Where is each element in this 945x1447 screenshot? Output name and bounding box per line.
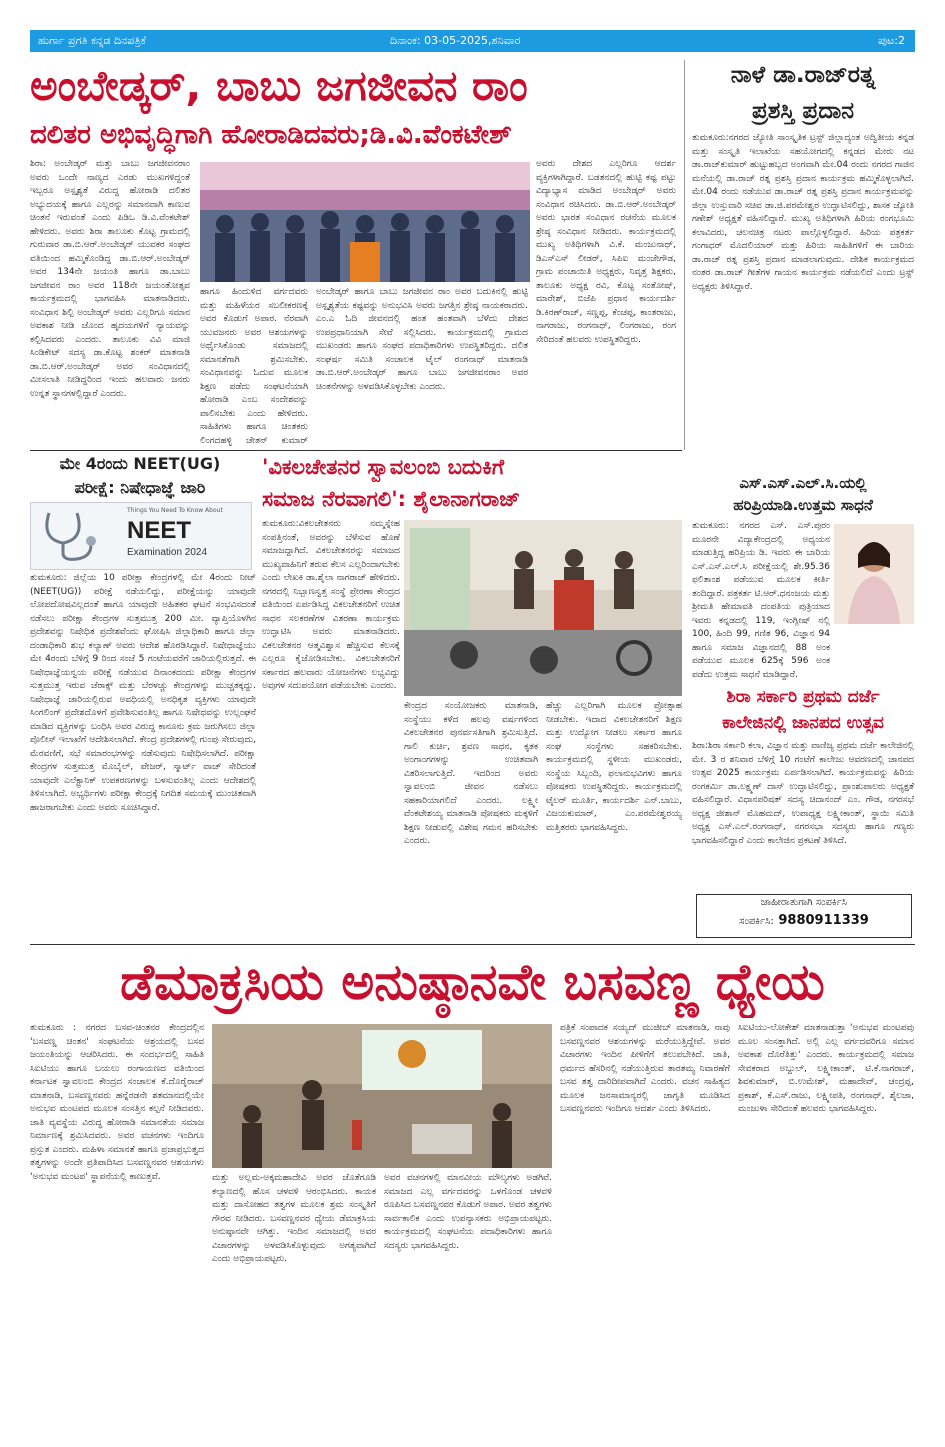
- stethoscope-icon: [37, 509, 107, 563]
- sira-body: ಶಿರಾ:ಶಿರಾ ಸರ್ಕಾರಿ ಕಲಾ, ವಿಜ್ಞಾನ ಮತ್ತು ವಾಣಿಜ್ಯ ಪ್ರಥಮ ದರ್ಜೆ ಕಾಲೇಜಿನಲ್ಲಿ ಮೇ. 3 ರ ಶನಿವಾರ ಬೆಳಿಗ್ಗೆ 10 ಗಂಟೆಗೆ ಕಾಲೇಜು ಆವರಣದಲ್ಲಿ ಜಾನಪದ ಉತ್ಸವ 2025 ಕಾರ್ಯಕ್ರಮ ಏರ್ಪಡಿಸಲಾಗಿದೆ. ಕಾರ್ಯಕ್ರಮವನ್ನು ಹಿರಿಯ ರಂಗಕರ್ಮಿ ಡಾ.ಲಕ್ಷ್ಮಣ್ ದಾಸ್ ಉದ್ಘಾಟಿಸಲಿದ್ದು, ಪ್ರಾಂಶುಪಾಲರು ಅಧ್ಯಕ್ಷತೆ ವಹಿಸಲಿದ್ದಾರೆ. ವಿಧಾನಪರಿಷತ್ ಸದಸ್ಯ ಚಿದಾನಂದ್ ಎಂ. ಗೌಡ, ನಗರಸಭೆ ಅಧ್ಯಕ್ಷ ಜೀಶಾನ್ ಮೊಹಮದ್, ಉಪಾಧ್ಯಕ್ಷ ಲಕ್ಷ್ಮೀಕಾಂತ್, ಸ್ಥಾಯಿ ಸಮಿತಿ ಅಧ್ಯಕ್ಷ ಎಸ್.ಎಲ್.ರಂಗನಾಥ್, ನಗರಸಭಾ ಸದಸ್ಯರು ಹಾಗೂ ಗಣ್ಯರು ಭಾಗವಹಿಸಲಿದ್ದಾರೆ ಎಂದು ಕಾಲೇಜಿನ ಪ್ರಕಟಣೆ ತಿಳಿಸಿದೆ.: [692, 741, 914, 846]
- neet-body: ತುಮಕೂರು: ಜಿಲ್ಲೆಯ 10 ಪರೀಕ್ಷಾ ಕೇಂದ್ರಗಳಲ್ಲಿ ಮೇ 4ರಂದು ನೀಟ್ (NEET(UG)) ಪರೀಕ್ಷೆ ನಡೆಯಲಿದ್ದು, ಪರೀಕ್ಷೆಯನ್ನು ಯಾವುದೇ ಲೋಪದೋಷವಿಲ್ಲದಂತೆ ಹಾಗೂ ಯಾವುದೇ ಅಹಿತಕರ ಘಟನೆ ಸಂಭವಿಸದಂತೆ ನಡೆಸಲು ಪರೀಕ್ಷಾ ಕೇಂದ್ರಗಳ ಸುತ್ತಮುತ್ತ 200 ಮೀ. ವ್ಯಾಪ್ತಿಯೊಳಗಿನ ಪ್ರದೇಶವನ್ನು ನಿಷೇಧಿತ ಪ್ರದೇಶವೆಂದು ಘೋಷಿಸಿ ಜಿಲ್ಲಾಧಿಕಾರಿ ಹಾಗೂ ಜಿಲ್ಲಾ ದಂಡಾಧಿಕಾರಿ ಶುಭ ಕಲ್ಯಾಣ್ ಅವರು ಆದೇಶ ಹೊರಡಿಸಿದ್ದಾರೆ. ನಿಷೇಧಾಜ್ಞೆಯು ಮೇ 4ರಂದು ಬೆಳಿಗ್ಗೆ 9 ರಿಂದ ಸಂಜೆ 5 ಗಂಟೆಯವರೆಗೆ ಜಾರಿಯಲ್ಲಿರುತ್ತದೆ. ಈ ನಿಷೇಧಾಜ್ಞೆಯನ್ವಯ ಪರೀಕ್ಷೆ ನಡೆಯುವ ದಿನಾಂಕದಂದು ಪರೀಕ್ಷಾ ಕೇಂದ್ರಗಳ ಸುತ್ತಮುತ್ತ ಇರುವ ಜೆರಾಕ್ಸ್ ಮತ್ತು ಬೆರಳಚ್ಚು ಕೇಂದ್ರಗಳನ್ನು ಮುಚ್ಚತಕ್ಕದ್ದು. ನಿಷೇಧಾಜ್ಞೆ ಜಾರಿಯಲ್ಲಿರುವ ಅವಧಿಯಲ್ಲಿ ಅನಧಿಕೃತ ವ್ಯಕ್ತಿಗಳು ಯಾವುದೇ ಸಿಂಗಲಿಂಗ್ ಪ್ರದೇಶದೊಳಗೆ ಪ್ರವೇಶಿಸುವಂತಿಲ್ಲ ಹಾಗೂ ನಿಷೇಧವನ್ನು ಉಲ್ಲಂಘನೆ ಮಾಡಿದ ವ್ಯಕ್ತಿಗಳನ್ನು ಬಂಧಿಸಿ ಅವರ ವಿರುದ್ಧ ಕಾನೂನು ಕ್ರಮ ಜರುಗಿಸಲು ಜಿಲ್ಲಾ ಪೊಲೀಸ್ ಇಲಾಖೆಗೆ ಆದೇಶಿಸಲಾಗಿದೆ. ಕೇಂದ್ರ ಪ್ರದೇಶಗಳಲ್ಲಿ ಗುಂಪು ಸೇರುವುದು, ಮೆರವಣಿಗೆ, ಸಭೆ ಸಮಾರಂಭಗಳನ್ನು ನಡೆಸುವುದು ನಿಷೇಧಿಸಲಾಗಿದೆ. ಪರೀಕ್ಷಾ ಕೇಂದ್ರಗಳ ಸುತ್ತಮುತ್ತ ಮೊಬೈಲ್, ಪೇಜರ್, ಸ್ಮಾರ್ಟ್ ವಾಚ್ ಸೇರಿದಂತೆ ಯಾವುದೇ ಎಲೆಕ್ಟ್ರಾನಿಕ್ ಉಪಕರಣಗಳನ್ನು ಬಳಸುವಂತಿಲ್ಲ ಎಂದು ಆದೇಶದಲ್ಲಿ ತಿಳಿಸಲಾಗಿದೆ. ಅಭ್ಯರ್ಥಿಗಳು ಪರೀಕ್ಷಾ ಕೇಂದ್ರಕ್ಕೆ ನಿಗದಿತ ಸಮಯಕ್ಕೆ ಮುಂಚಿತವಾಗಿ ಹಾಜರಾಗಬೇಕು ಎಂದು ಅವರು ಸೂಚಿಸಿದ್ದಾರೆ.: [30, 573, 256, 813]
- disabled-column-2: ಕೇಂದ್ರದ ಸಂಯೋಜಕರು ಮಾತನಾಡಿ, ಸಂಸ್ಥೆಯು ಕಳೆದ ಹಲವು ವರ್ಷಗಳಿಂದ ವಿಕಲಚೇತನರ ಪುನರ್ವಸತಿಗಾಗಿ ಶ್ರಮಿಸುತ್ತಿದೆ. ಗಾಲಿ ಕುರ್ಚಿ, ಶ್ರವಣ ಸಾಧನ, ಕೃತಕ ಅಂಗಾಂಗಗಳನ್ನು ಉಚಿತವಾಗಿ ವಿತರಿಸಲಾಗುತ್ತಿದೆ. ಇದರಿಂದ ಅವರು ಸ್ವಾವಲಂಬಿ ಜೀವನ ನಡೆಸಲು ಸಹಕಾರಿಯಾಗಲಿದೆ ಎಂದರು. ಲಕ್ಷ್ಮೀ ವೆಂಕಟೇಶಯ್ಯ ಮಾತನಾಡಿ ಪೋಷಕರು ಮಕ್ಕಳಿಗೆ ಶಿಕ್ಷಣ ನೀಡುವಲ್ಲಿ ವಿಶೇಷ ಗಮನ ಹರಿಸಬೇಕು ಎಂದರು.: [404, 701, 538, 846]
- neet-graphic-title: NEET: [127, 517, 192, 544]
- sira-headline-2: ಕಾಲೇಜಿನಲ್ಲಿ ಜಾನಪದ ಉತ್ಸವ: [722, 713, 884, 733]
- basava-column-1: ತುಮಕೂರು : ನಗರದ ಬಸವ-ಚಿಂತನರ ಕೇಂದ್ರದಲ್ಲಿನ 'ಬಸವಣ್ಣ ಚಿಂತನ' ಸಂಘಟನೆಯ ಆಶ್ರಯದಲ್ಲಿ ಬಸವ ಜಯಂತಿಯನ್ನು ಆಚರಿಸಿದರು. ಈ ಸಂದರ್ಭದಲ್ಲಿ ಸಾಹಿತಿ ಸಿಐಟಿಯು ಹಾಗೂ ಬಯಲು ರಂಗಾಯಣದ ವತಿಯಿಂದ ಕರ್ನಾಟಕ ಸ್ವಾವಲಂಬಿ ಕೇಂದ್ರದ ಸಂಚಾಲಕ ಕೆ.ದೊರೈರಾಜ್ ಮಾತನಾಡಿ, ಬಸವಣ್ಣನವರು ಹನ್ನೆರಡನೇ ಶತಮಾನದಲ್ಲಿಯೇ ಅನುಭವ ಮಂಟಪದ ಮೂಲಕ ಸಂಸತ್ತಿನ ಕಲ್ಪನೆ ನೀಡಿದವರು. ಜಾತಿ ವ್ಯವಸ್ಥೆಯ ವಿರುದ್ಧ ಹೋರಾಡಿ ಸಮಾನತೆಯ ಸಮಾಜ ನಿರ್ಮಾಣಕ್ಕೆ ಶ್ರಮಿಸಿದವರು. ಅವರ ವಚನಗಳು ಇಂದಿಗೂ ಪ್ರಸ್ತುತ ಎಂದರು. ಮಹಿಳಾ ಸಮಾನತೆ ಹಾಗೂ ಪ್ರಜಾಪ್ರಭುತ್ವದ ತತ್ವಗಳನ್ನು ಅಂದೇ ಪ್ರತಿಪಾದಿಸಿದ ಬಸವಣ್ಣನವರ ಆಶಯಗಳು 'ಅನುಭವ ಮಂಟಪ' ಸ್ಥಾಪನೆಯಲ್ಲಿ ಕಾಣುತ್ತವೆ.: [30, 1023, 204, 1182]
- section-divider: [30, 944, 915, 945]
- ad-phone: 9880911339: [778, 913, 869, 928]
- lead-column-2: ಹಾಗೂ ಹಿಂದುಳಿದ ವರ್ಗದವರು ಮತ್ತು ಮಹಿಳೆಯರ ಸಬಲೀಕರಣಕ್ಕೆ ಅವರ ಕೊಡುಗೆ ಅಪಾರ. ನೆರವಾಗಿ ಯುವಜನರು ಅವರ ಆಶಯಗಳನ್ನು ಅರ್ಥೈಸಿಕೊಂಡು ಸಮಾಜದಲ್ಲಿ ಸಮಾನತೆಗಾಗಿ ಶ್ರಮಿಸಬೇಕು. ಸಂವಿಧಾನವನ್ನು ಓದುವ ಮೂಲಕ ಶಿಕ್ಷಣ ಪಡೆದು ಸಂಘಟನೆಯಾಗಿ ಹೋರಾಡಿ ಎಂಬ ಸಂದೇಶವನ್ನು ಪಾಲಿಸಬೇಕು ಎಂದು ಹೇಳಿದರು. ಸಾಹಿತಿಗಳು ಹಾಗೂ ಚಿಂತಕರು ಲಿಂಗದಹಳ್ಳಿ ಚೇತನ್ ಕುಮಾರ್: [200, 287, 308, 446]
- basava-event-photo: [212, 1024, 552, 1168]
- disabled-column-1: ತುಮಕೂರು:ವಿಕಲಚೇತನರು ನಮ್ಮಸ್ನೇಹ ಸಂಪತ್ತಿನಂತೆ, ಅವರನ್ನು ಬೆಳೆಸುವ ಹೊಣೆ ಸಮಾಜದ್ದಾಗಿದೆ. ವಿಕಲಚೇತನರನ್ನು ಸಮಾಜದ ಮುಖ್ಯವಾಹಿನಿಗೆ ತರುವ ಕೆಲಸ ಎಲ್ಲರಿಂದಾಗಬೇಕು ಎಂದು ಲೇಖಕಿ ಡಾ.ಶೈಲಾ ನಾಗರಾಜ್ ಹೇಳಿದರು. ನಗರದಲ್ಲಿ ನಿಬ್ಬಾಣಸ್ವತ್ತ ಸಂಸ್ಥೆ ಪ್ರೇರಣಾ ಕೇಂದ್ರದ ವತಿಯಿಂದ ಏರ್ಪಡಿಸಿದ್ದ ವಿಕಲಚೇತನರಿಗೆ ಉಚಿತ ಸಾಧನ ಸಲಕರಣೆಗಳ ವಿತರಣಾ ಕಾರ್ಯಕ್ರಮ ಉದ್ಘಾಟಿಸಿ ಅವರು ಮಾತನಾಡಿದರು. ವಿಕಲಚೇತನರ ಆತ್ಮವಿಶ್ವಾಸ ಹೆಚ್ಚಿಸುವ ಕೆಲಸಕ್ಕೆ ಎಲ್ಲರೂ ಕೈಜೋಡಿಸಬೇಕು. ವಿಕಲಚೇತನರಿಗೆ ಸರ್ಕಾರದ ಹಲವಾರು ಯೋಜನೆಗಳು ಲಭ್ಯವಿದ್ದು ಅವುಗಳ ಸದುಪಯೋಗ ಪಡೆಯಬೇಕು ಎಂದರು.: [262, 519, 400, 691]
- ad-title: ಜಾಹೀರಾತುಗಾಗಿ ಸಂಪರ್ಕಿಸಿ: [760, 897, 848, 908]
- lead-subhead: ದಲಿತರ ಅಭಿವೃದ್ಧಿಗಾಗಿ ಹೋರಾಡಿದವರು;ಡಿ.ವಿ.ವೆಂಕಟೇಶ್: [30, 120, 512, 150]
- disabled-column-3: ಹೆಚ್ಚು ಎಲ್ಲರಿಗಾಗಿ ಮೂಲಕ ಪ್ರೋತ್ಸಾಹ ನೀಡಬೇಕು. ಇದಾದ ವಿಕಲಚೇತನರಿಗೆ ಶಿಕ್ಷಣ ಮತ್ತು ಉದ್ಯೋಗ ನೀಡಲು ಸರ್ಕಾರ ಹಾಗೂ ಸಂಘ ಸಂಸ್ಥೆಗಳು ಸಹಕರಿಸಬೇಕು. ಕಾರ್ಯಕ್ರಮದಲ್ಲಿ ಸ್ಥಳೀಯ ಮುಖಂಡರು, ಸಂಸ್ಥೆಯ ಸಿಬ್ಬಂದಿ, ಫಲಾನುಭವಿಗಳು ಹಾಗೂ ಪೋಷಕರು ಉಪಸ್ಥಿತರಿದ್ದರು. ಕಾರ್ಯಕ್ರಮದಲ್ಲಿ ಟೈಲರ್ ಮೂರ್ತಿ, ಕಾರ್ಯದರ್ಶಿ ಎನ್.ಬಾಬು, ವಿಜಯಕುಮಾರ್, ಎಂ.ಪರಮೇಶ್ವರಯ್ಯ ಮತ್ತಿತರರು ಭಾಗವಹಿಸಿದ್ದರು.: [546, 701, 682, 833]
- page-number: ಪುಟ:2: [878, 34, 905, 47]
- sira-headline-1: ಶಿರಾ ಸರ್ಕಾರಿ ಪ್ರಥಮ ದರ್ಜೆ: [726, 687, 880, 707]
- disabled-event-photo: [404, 520, 682, 696]
- lead-column-1: ಶಿರಾ: ಅಂಬೇಡ್ಕರ್ ಮತ್ತು ಬಾಬು ಜಗಜೀವನರಾಂ ಅವರು ಒಂದೇ ನಾಣ್ಯದ ಎರಡು ಮುಖಗಳಿದ್ದಂತೆ ಇಬ್ಬರೂ ಅಸ್ಪೃಶ್ಯತೆ ವಿರುದ್ಧ ಹೋರಾಡಿ ದಲಿತರ ಅಭ್ಯುದಯಕ್ಕೆ ಹಾಗೂ ಎಲ್ಲರನ್ನು ಸಮಾನವಾಗಿ ಕಾಣುವ ಚಿಂತನೆ ಇರುವಂತೆ ಎಂದು ಪಿಡಿಒ ಡಿ.ವಿ.ವೆಂಕಟೇಶ್ ಹೇಳಿದರು. ಅವರು ಶಿರಾ ತಾಲೂಕು ಕೊಟ್ಟ ಗ್ರಾಮದಲ್ಲಿ ಗುರುವಾರ ಡಾ.ಬಿ.ಆರ್.ಅಂಬೇಡ್ಕರ್ ಯುವಕರ ಸಂಘದ ವತಿಯಿಂದ ಹಮ್ಮಿಕೊಂಡಿದ್ದ ಡಾ.ಬಿ.ಆರ್.ಅಂಬೇಡ್ಕರ್ ಅವರ 134ನೇ ಜಯಂತಿ ಹಾಗೂ ಡಾ.ಬಾಬು ಜಗಜೀವನ ರಾಂ ಅವರ 118ನೇ ಜಯಂತೋತ್ಸವ ಕಾರ್ಯಕ್ರಮದಲ್ಲಿ ಭಾಗವಹಿಸಿ ಮಾತನಾಡಿದರು. ಸಂವಿಧಾನ ಶಿಲ್ಪಿ ಅಂಬೇಡ್ಕರ್ ಅವರು ಎಲ್ಲರಿಗೂ ಸಮಾನ ಅವಕಾಶ ನೀಡಿ ಜೊಂದ ಹೃದಯಗಳಿಗೆ ನ್ಯಾಯವನ್ನು ಕಲ್ಪಿಸಿದವರು ಎಂದರು. ತಾಲೂಕು ವಿವಿ ಮಾಜಿ ಸಿಂಡಿಕೇಟ್ ಸದಸ್ಯ ಡಾ.ಕೊಟ್ಟ ಶಂಕರ್ ಮಾತನಾಡಿ ಡಾ.ಬಿ.ಆರ್.ಅಂಬೇಡ್ಕರ್ ಅವರ ಸಂವಿಧಾನದಲ್ಲಿ ಮೀಸಲಾತಿ ನೀಡಿದ್ದರಿಂದ ಇಂದು ಹಲವಾರು ಜನರು ಉನ್ನತ ಸ್ಥಾನಗಳಲ್ಲಿದ್ದಾರೆ ಎಂದರು.: [30, 159, 190, 399]
- sslc-headline-1: ಎಸ್.ಎಸ್.ಎಲ್.ಸಿ.ಯಲ್ಲಿ: [739, 474, 867, 492]
- neet-graphic: [30, 502, 252, 570]
- rajratna-body: ತುಮಕೂರು:ನಗರದ ಜ್ಯೋತಿ ಸಾಂಸ್ಕೃತಿಕ ಟ್ರಸ್ಟ್ ಜಿಲ್ಲಾದ್ಯಂತ ಅದ್ವಿತೀಯ ಕನ್ನಡ ಮತ್ತು ಸಂಸ್ಕೃತಿ ಇಲಾಖೆಯ ಸಹಯೋಗದಲ್ಲಿ ಕನ್ನಡದ ಮೇರು ನಟ ಡಾ.ರಾಜ್‌ಕುಮಾರ್ ಹುಟ್ಟುಹಬ್ಬದ ಅಂಗವಾಗಿ ಮೇ.04 ರಂದು ನಗರದ ಗಾಜಿನ ಮನೆಯಲ್ಲಿ ಡಾ.ರಾಜ್ ರತ್ನ ಪ್ರಶಸ್ತಿ ಪ್ರದಾನ ಕಾರ್ಯಕ್ರಮ ಹಮ್ಮಿಕೊಳ್ಳಲಾಗಿದೆ. ಮೇ.04 ರಂದು ನಡೆಯುವ ಡಾ.ರಾಜ್ ರತ್ನ ಪ್ರಶಸ್ತಿ ಪ್ರದಾನ ಕಾರ್ಯಕ್ರಮವನ್ನು ಜಿಲ್ಲಾ ಉಸ್ತುವಾರಿ ಸಚಿವ ಡಾ.ಜಿ.ಪರಮೇಶ್ವರ ಉದ್ಘಾಟಿಸಲಿದ್ದು, ಶಾಸಕ ಜ್ಯೋತಿ ಗಣೇಶ್ ಅಧ್ಯಕ್ಷತೆ ವಹಿಸಲಿದ್ದಾರೆ. ಮುಖ್ಯ ಅತಿಥಿಗಳಾಗಿ ಹಿರಿಯ ರಂಗಭೂಮಿ ಕಲಾವಿದರು, ಚಲನಚಿತ್ರ ನಟರು ಪಾಲ್ಗೊಳ್ಳಲಿದ್ದಾರೆ. ಹಿರಿಯ ಪತ್ರಕರ್ತ ಗಂಗಾಧರ್ ಮೊದಲಿಯಾರ್ ಮತ್ತು ಹಿರಿಯ ಸಾಹಿತಿಗಳಿಗೆ ಈ ಬಾರಿಯ ಡಾ.ರಾಜ್ ರತ್ನ ಪ್ರಶಸ್ತಿ ಪ್ರದಾನ ಮಾಡಲಾಗುವುದು. ದೇಶಿಕ ಕಾರ್ಯಕ್ರಮದ ನಂತರ ಡಾ.ರಾಜ್ ಗೀತೆಗಳ ಗಾಯನ ಕಾರ್ಯಕ್ರಮ ನಡೆಯಲಿದೆ ಎಂದು ಟ್ರಸ್ಟ್ ಅಧ್ಯಕ್ಷರು ತಿಳಿಸಿದ್ದಾರೆ.: [692, 133, 914, 292]
- sslc-headline-2: ಹರಿಪ್ರಿಯಾಡಿ.ಉತ್ತಮ ಸಾಧನೆ: [733, 496, 873, 514]
- disabled-headline-2: ಸಮಾಜ ನೆರವಾಗಲಿ': ಶೈಲಾನಾಗರಾಜ್: [262, 487, 521, 511]
- section-divider: [30, 450, 682, 451]
- issue-date: ದಿನಾಂಕ: 03-05-2025,ಶನಿವಾರ: [390, 34, 521, 47]
- neet-headline: ಮೇ 4ರಂದು NEET(UG): [59, 454, 221, 473]
- lead-photo: [200, 162, 530, 282]
- ad-phone-label: ಸಂಪರ್ಕಿಸಿ:: [739, 916, 774, 927]
- basava-column-2: ಮತ್ತು ಅಲ್ಲಮ-ಅಕ್ಕಮಹಾದೇವಿ ಅವರ ಜೊತೆಗೂಡಿ ಕಲ್ಯಾಣದಲ್ಲಿ ಹೊಸ ಚಳವಳಿ ಆರಂಭಿಸಿದರು. ಕಾಯಕ ಮತ್ತು ದಾಸೋಹದ ತತ್ವಗಳ ಮೂಲಕ ಶ್ರಮ ಸಂಸ್ಕೃತಿಗೆ ಗೌರವ ನೀಡಿದರು. ಬಸವಣ್ಣನವರ ಧ್ಯೇಯ ಡೆಮಾಕ್ರಸಿಯ ಅನುಷ್ಠಾನವೇ ಆಗಿತ್ತು. ಇಂದಿನ ಸಮಾಜದಲ್ಲಿ ಅವರ ವಿಚಾರಗಳನ್ನು ಅಳವಡಿಸಿಕೊಳ್ಳುವುದು ಅಗತ್ಯವಾಗಿದೆ ಎಂದು ಅಭಿಪ್ರಾಯಪಟ್ಟರು.: [212, 1173, 376, 1264]
- neet-graphic-caption: Things You Need To Know About: [127, 507, 223, 514]
- neet-subhead: ಪರೀಕ್ಷೆ: ನಿಷೇಧಾಜ್ಞೆ ಜಾರಿ: [74, 478, 206, 497]
- lead-headline: ಅಂಬೇಡ್ಕರ್, ಬಾಬು ಜಗಜೀವನ ರಾಂ: [30, 61, 528, 110]
- student-photo: [834, 524, 914, 624]
- basava-headline: ಡೆಮಾಕ್ರಸಿಯ ಅನುಷ್ಠಾನವೇ ಬಸವಣ್ಣ ಧ್ಯೇಯ: [120, 953, 825, 1011]
- basava-column-3: ಅವರ ವಚನಗಳಲ್ಲಿ ಮಾನವೀಯ ಮೌಲ್ಯಗಳು ಅಡಗಿವೆ. ಸಮಾಜದ ಎಲ್ಲ ವರ್ಗದವರನ್ನು ಒಳಗೊಂಡ ಚಳವಳಿ ರೂಪಿಸಿದ ಬಸವಣ್ಣನವರ ಕೊಡುಗೆ ಅಪಾರ. ಅವರ ತತ್ವಗಳು ಸಾರ್ವಕಾಲಿಕ ಎಂದು ಉಪನ್ಯಾಸಕರು ಅಭಿಪ್ರಾಯಪಟ್ಟರು. ಕಾರ್ಯಕ್ರಮದಲ್ಲಿ ಸಂಘಟನೆಯ ಪದಾಧಿಕಾರಿಗಳು ಹಾಗೂ ಸದಸ್ಯರು ಭಾಗವಹಿಸಿದ್ದರು.: [384, 1173, 552, 1251]
- neet-graphic-subtitle: Examination 2024: [127, 547, 208, 558]
- lead-column-3: ಅಂಬೇಡ್ಕರ್ ಹಾಗೂ ಬಾಬು ಜಗಜೀವನ ರಾಂ ಅವರ ಬದುಕಿನಲ್ಲಿ ಹುಟ್ಟಿ ಅಸ್ಪೃಶ್ಯತೆಯ ಕಷ್ಟವನ್ನು ಅನುಭವಿಸಿ ಅವರು ಜಗತ್ತಿನ ಶ್ರೇಷ್ಠ ನಾಯಕರಾದರು. ಎಂ.ಎ ಓದಿ ಜೀವನದಲ್ಲಿ ಹಂತ ಹಂತವಾಗಿ ಬೆಳೆದು ದೇಶದ ಉಪಪ್ರಧಾನಿಯಾಗಿ ಸೇವೆ ಸಲ್ಲಿಸಿದರು. ಕಾರ್ಯಕ್ರಮದಲ್ಲಿ ಗ್ರಾಮದ ಮುಖಂಡರು ಹಾಗೂ ಸಂಘದ ಪದಾಧಿಕಾರಿಗಳು ಉಪಸ್ಥಿತರಿದ್ದರು. ದಲಿತ ಸಂಘರ್ಷ ಸಮಿತಿ ಸಂಚಾಲಕ ಟೈಲ್ ರಂಗನಾಥ್ ಮಾತನಾಡಿ ಡಾ.ಬಿ.ಆರ್.ಅಂಬೇಡ್ಕರ್ ಹಾಗೂ ಬಾಬು ಜಗಜೀವನರಾಂ ಅವರ ಚಿಂತನೆಗಳನ್ನು ಅಳವಡಿಸಿಕೊಳ್ಳಬೇಕು ಎಂದರು.: [316, 287, 528, 392]
- ad-box: [696, 894, 912, 938]
- sslc-body: ತುಮಕೂರು: ನಗರದ ಎಸ್. ಎಸ್.ಪುರಂ ಮೂರನೇ ವಿದ್ಯಾಕೇಂದ್ರದಲ್ಲಿ ಅಧ್ಯಯನ ಮಾಡುತ್ತಿದ್ದ ಹರಿಪ್ರಿಯ ಡಿ. ಇವರು ಈ ಬಾರಿಯ ಎಸ್.ಎಸ್.ಎಲ್.ಸಿ ಪರೀಕ್ಷೆಯಲ್ಲಿ ಶೇ.95.36 ಫಲಿತಾಂಶ ಪಡೆಯುವ ಮೂಲಕ ಕೀರ್ತಿ ತಂದಿದ್ದಾರೆ. ಪತ್ರಕರ್ತ ಟಿ.ಆರ್.ಧನಂಜಯ ಮತ್ತು ಶ್ರೀಮತಿ ಹೇಮಾವತಿ ದಂಪತಿಯ ಪುತ್ರಿಯಾದ ಇವರು ಕನ್ನಡದಲ್ಲಿ 119, ಇಂಗ್ಲೀಷ್ ನಲ್ಲಿ 100, ಹಿಂದಿ 99, ಗಣಿತ 96, ವಿಜ್ಞಾನ 94 ಹಾಗೂ ಸಮಾಜ ವಿಜ್ಞಾನದಲ್ಲಿ 88 ಅಂಕ ಪಡೆಯುವ ಮೂಲಕ 625ಕ್ಕೆ 596 ಅಂಕ ಪಡೆದು ಉತ್ತಮ ಸಾಧನೆ ಮಾಡಿದ್ದಾರೆ.: [692, 521, 830, 680]
- rajratna-headline-1: ನಾಳೆ ಡಾ.ರಾಜ್‌ರತ್ನ: [730, 62, 876, 88]
- disabled-headline-1: 'ವಿಕಲಚೇತನರ ಸ್ವಾವಲಂಬಿ ಬದುಕಿಗೆ: [262, 455, 505, 479]
- basava-column-5: ಸಿಐಟಿಯು-ಲೋಕೇಶ್ ಮಾತನಾಡುತ್ತಾ 'ಅನುಭವ ಮಂಟಪವು ಮೂಲ ಸಂಸತ್ತಾಗಿದೆ. ಅಲ್ಲಿ ಎಲ್ಲ ವರ್ಗದವರಿಗೂ ಸಮಾನ ಅವಕಾಶ ದೊರೆತಿತ್ತು' ಎಂದರು. ಕಾರ್ಯಕ್ರಮದಲ್ಲಿ ಸಮಾಜ ಸೇವಕರಾದ ಅಬ್ದುಲ್, ಲಕ್ಷ್ಮೀಕಾಂತ್, ಟಿ.ಕೆ.ನಾಗರಾಜ್, ಶಿವಕುಮಾರ್, ಬಿ.ಉಮೇಶ್, ಮಹಾದೇವ್, ಚಂದ್ರಪ್ಪ, ಪ್ರಕಾಶ್, ಕೆ.ಎಸ್.ರಾಜು, ಲಕ್ಷ್ಮೀಪತಿ, ರಂಗನಾಥ್, ಶೈಲಜಾ, ಮಂಜುಳಾ ಸೇರಿದಂತೆ ಹಲವರು ಭಾಗವಹಿಸಿದ್ದರು.: [738, 1023, 914, 1114]
- basava-column-4: ಪತ್ರಿಕೆ ಸಂಪಾದಕ ಸಯ್ಯದ್ ಮುಜೀಬ್ ಮಾತನಾಡಿ, ನಾವು ಬಸವಣ್ಣನವರ ಆಶಯಗಳನ್ನು ಮರೆಯುತ್ತಿದ್ದೇವೆ. ಅವರ ವಿಚಾರಗಳು ಇಂದಿನ ಪೀಳಿಗೆಗೆ ತಲುಪಬೇಕಿದೆ. ಜಾತಿ, ಧರ್ಮದ ಹೆಸರಿನಲ್ಲಿ ನಡೆಯುತ್ತಿರುವ ತಾರತಮ್ಯ ನಿವಾರಣೆಗೆ ಬಸವ ತತ್ವ ದಾರಿದೀಪವಾಗಿದೆ ಎಂದರು. ವಚನ ಸಾಹಿತ್ಯದ ಮೂಲಕ ಜನಸಾಮಾನ್ಯರಲ್ಲಿ ಜಾಗೃತಿ ಮೂಡಿಸಿದ ಬಸವಣ್ಣನವರು ಇಂದಿಗೂ ಆದರ್ಶ ಎಂದು ತಿಳಿಸಿದರು.: [560, 1023, 730, 1114]
- masthead-bar: [30, 30, 915, 52]
- column-divider: [684, 60, 685, 450]
- paper-name: ಹುರ್ಗಾ ಪ್ರಗತಿ ಕನ್ನಡ ದಿನಪತ್ರಿಕೆ: [38, 34, 146, 47]
- lead-column-4: ಅವರು ದೇಶದ ಎಲ್ಲರಿಗೂ ಆದರ್ಶ ವ್ಯಕ್ತಿಗಳಾಗಿದ್ದಾರೆ. ಬಡತನದಲ್ಲಿ ಹುಟ್ಟಿ ಕಷ್ಟ ಪಟ್ಟು ವಿದ್ಯಾಭ್ಯಾಸ ಮಾಡಿದ ಅಂಬೇಡ್ಕರ್ ಅವರು ಸಂವಿಧಾನ ರಚಿಸಿದರು. ಡಾ.ಬಿ.ಆರ್.ಅಂಬೇಡ್ಕರ್ ಅವರು ಭಾರತ ಸಂವಿಧಾನ ರಚನೆಯ ಮೂಲಕ ಶ್ರೇಷ್ಠ ಸಂವಿಧಾನ ನೀಡಿದರು. ಕಾರ್ಯಕ್ರಮದಲ್ಲಿ ಮುಖ್ಯ ಅತಿಥಿಗಳಾಗಿ ವಿ.ಕೆ. ಮಂಜುನಾಥ್, ಡಿಎಸ್‌ಎಸ್ ಲೀಡರ್, ಸಿಪಿಐ ಮಂಜೇಗೌಡ, ಗ್ರಾಮ ಪಂಚಾಯಿತಿ ಅಧ್ಯಕ್ಷರು, ನಿವೃತ್ತ ಶಿಕ್ಷಕರು, ತಾಲೂಕು ಅಧ್ಯಕ್ಷ ರವಿ, ಕೊಟ್ಟ ಸಂತೋಷ್, ಮಾರೇಶ್, ಬಿಜೆಪಿ ಪ್ರಧಾನ ಕಾರ್ಯದರ್ಶಿ ಡಿ.ಕಿರಣ್‌ರಾಜ್, ಸಣ್ಣಪ್ಪ, ಕೆಂಚಪ್ಪ, ಕಾಂತರಾಜು, ನಾಗರಾಜು, ರಂಗನಾಥ್, ಲಿಂಗರಾಜು, ರಂಗ ಸೇರಿದಂತೆ ಹಲವರು ಉಪಸ್ಥಿತರಿದ್ದರು.: [536, 159, 676, 345]
- sslc-body-extra: [834, 628, 914, 680]
- rajratna-headline-2: ಪ್ರಶಸ್ತಿ ಪ್ರದಾನ: [751, 98, 855, 124]
